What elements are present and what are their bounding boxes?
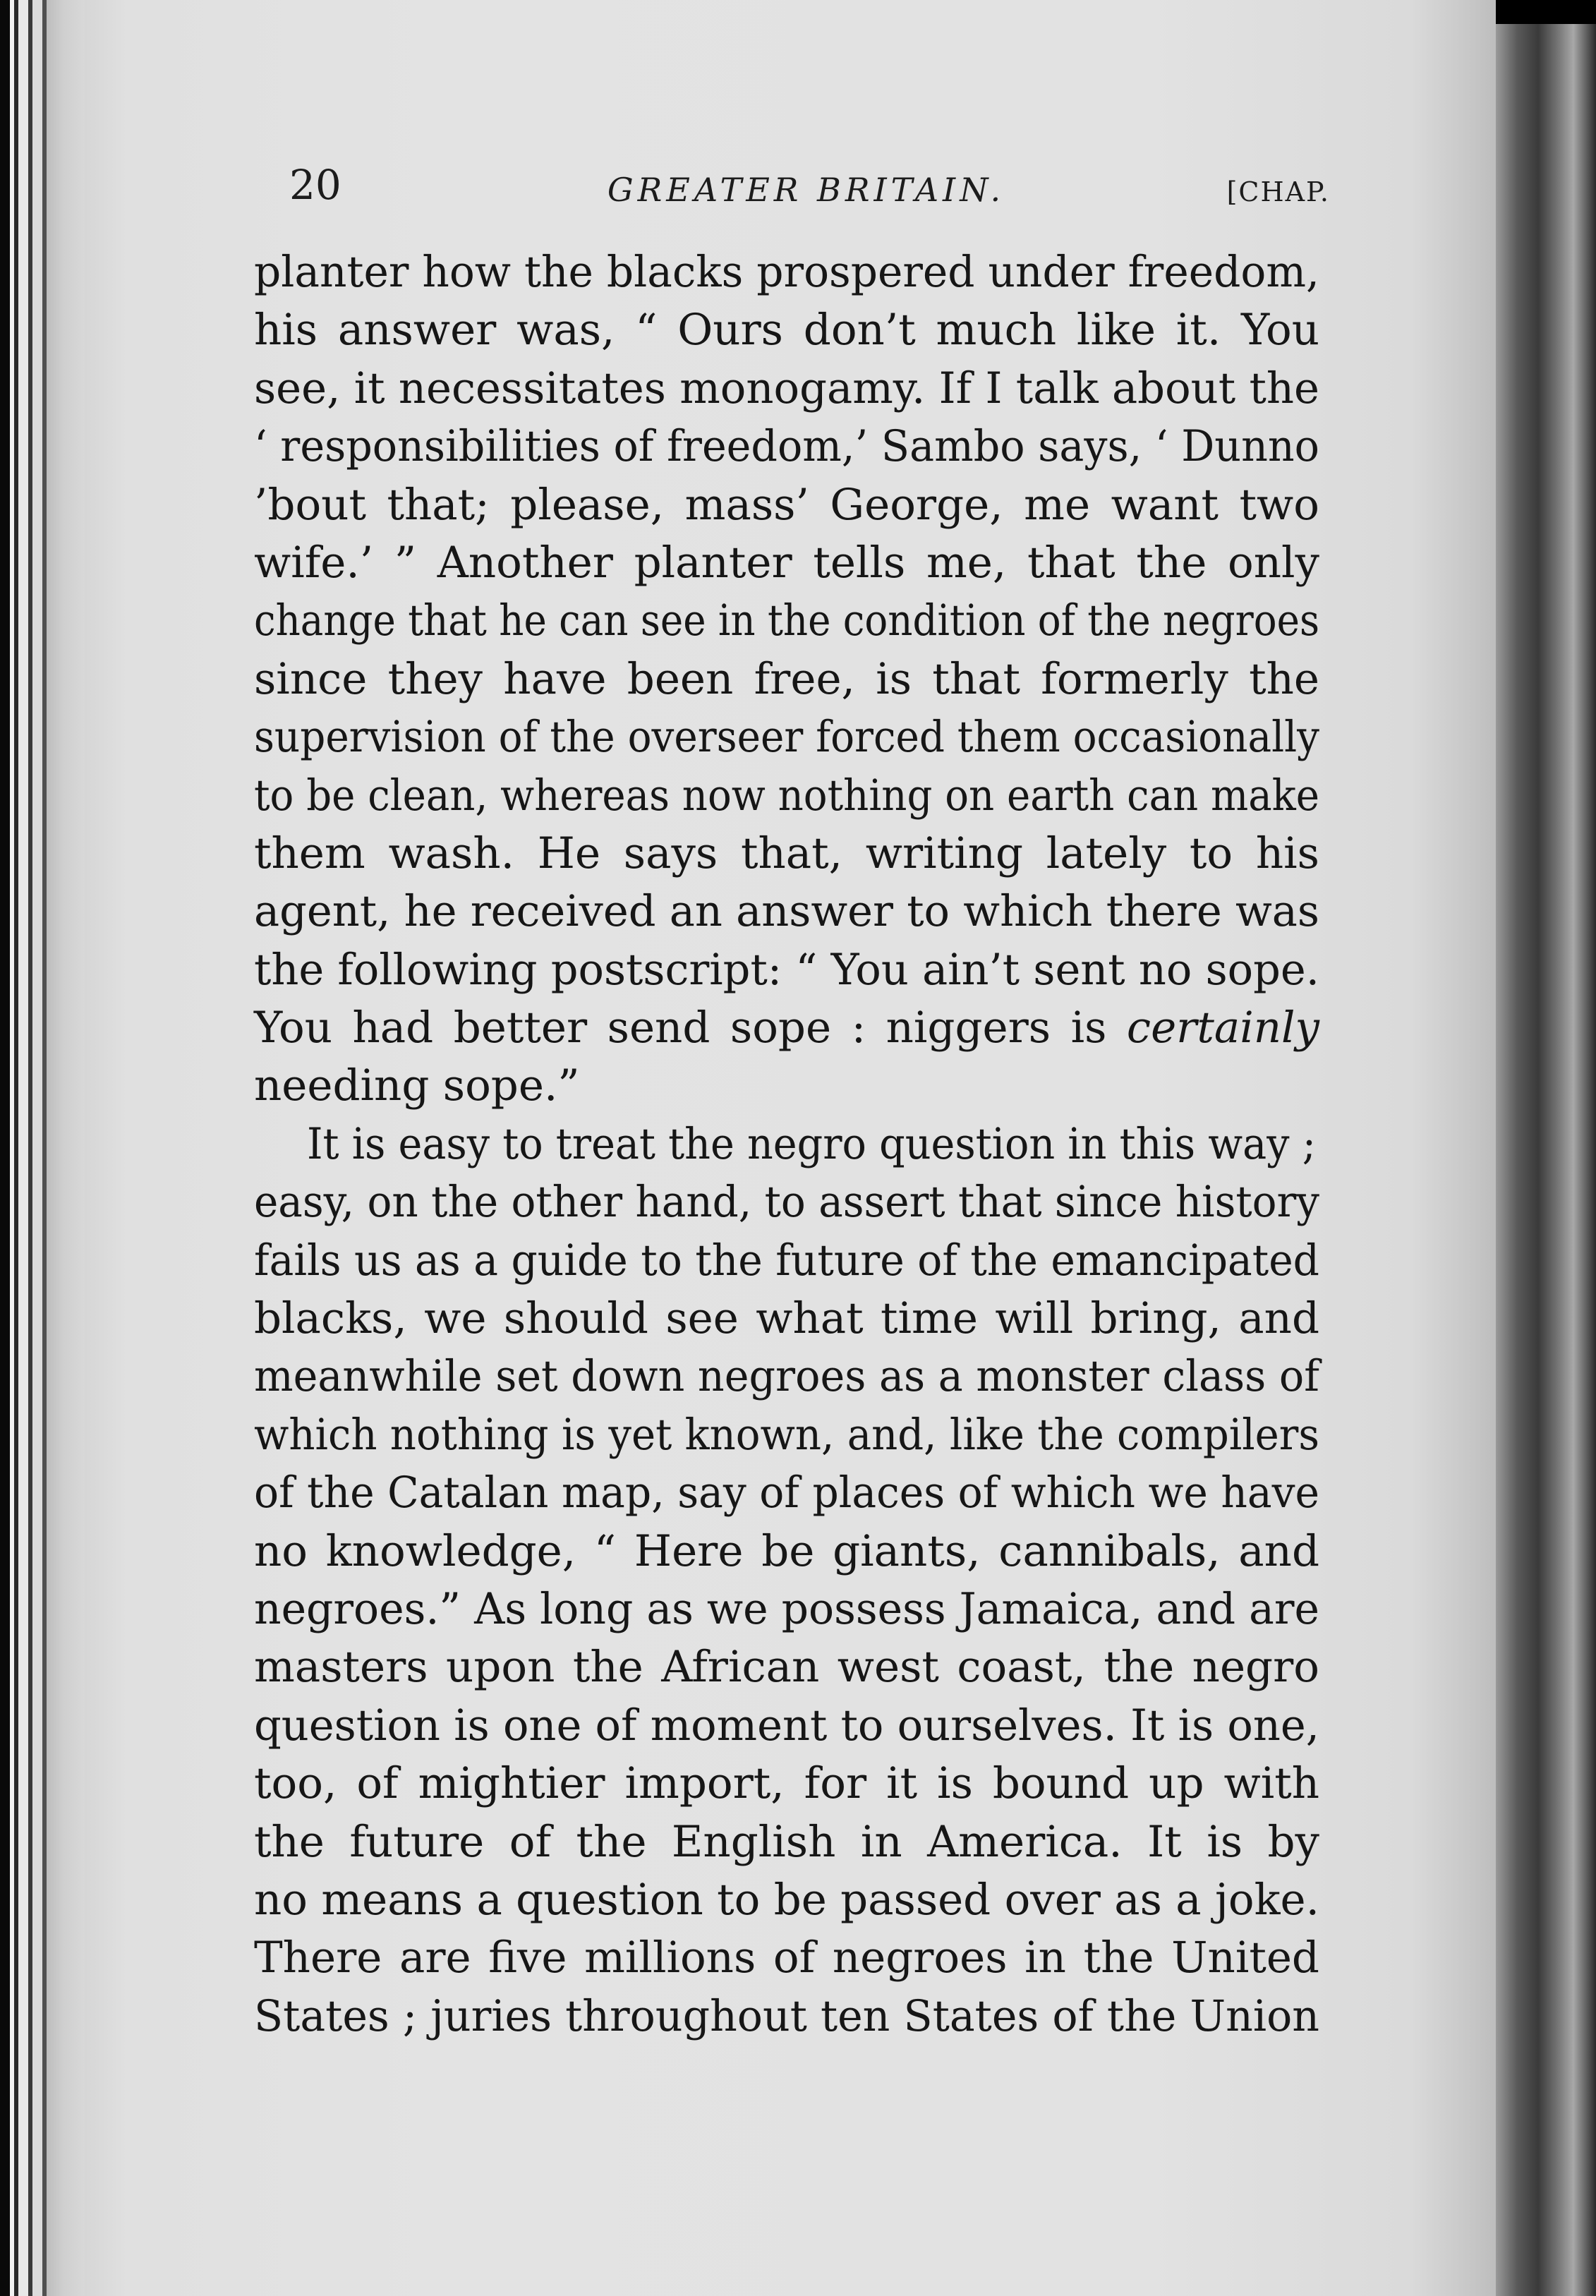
text-line-part: You had better send sope : niggers is	[254, 1003, 1107, 1053]
text-line: fails us as a guide to the future of the emancipated	[254, 1235, 1319, 1286]
text-line: States ; juries throughout ten States of the Union	[254, 1990, 1319, 2041]
body-text	[254, 243, 1319, 2046]
page-header	[282, 161, 1330, 224]
text-line: meanwhile set down negroes as a monster class of	[254, 1351, 1319, 1402]
book-binding-edge	[0, 0, 85, 2296]
text-line: blacks, we should see what time will bring, and	[254, 1293, 1319, 1344]
text-line: change that he can see in the condition of the negroes	[254, 596, 1319, 646]
chapter-marker: [CHAP.	[1226, 176, 1330, 207]
text-line: the following postscript: “ You ain’t sent no sope.	[254, 944, 1319, 995]
text-line: planter how the blacks prospered under freedom,	[254, 247, 1319, 297]
running-title: GREATER BRITAIN.	[607, 171, 1005, 209]
text-line: There are five millions of negroes in the United	[254, 1933, 1319, 1983]
text-line-with-italic	[254, 999, 1319, 1057]
text-line: supervision of the overseer forced them occasionally	[254, 712, 1319, 763]
text-line: masters upon the African west coast, the negro	[254, 1642, 1319, 1693]
text-line: easy, on the other hand, to assert that since history	[254, 1177, 1319, 1228]
paragraph-start-line: It is easy to treat the negro question in this way ;	[306, 1118, 1316, 1169]
text-line: ’bout that; please, mass’ George, me want two	[254, 479, 1319, 530]
text-line: too, of mightier import, for it is bound up with	[254, 1758, 1319, 1809]
text-line: of the Catalan map, say of places of which we have	[254, 1468, 1319, 1518]
page-right-edge	[1496, 0, 1596, 2296]
text-line: no means a question to be passed over as a joke.	[254, 1874, 1319, 1925]
paragraph-end-line: needing sope.”	[254, 1061, 580, 1111]
text-line: which nothing is yet known, and, like the compilers	[254, 1409, 1319, 1460]
text-line: them wash. He says that, writing lately to his	[254, 828, 1319, 878]
page-number: 20	[289, 161, 341, 209]
text-line: agent, he received an answer to which there was	[254, 886, 1319, 937]
text-line: his answer was, “ Ours don’t much like it. You	[254, 305, 1319, 356]
text-line: wife.’ ” Another planter tells me, that the only	[254, 537, 1319, 588]
text-line: ‘ responsibilities of freedom,’ Sambo says, ‘ Dunno	[254, 421, 1319, 472]
text-line: since they have been free, is that formerly the	[254, 653, 1319, 704]
text-line: question is one of moment to ourselves. It is one,	[254, 1700, 1319, 1751]
italic-word: certainly	[1126, 1003, 1319, 1053]
scan-corner	[1496, 0, 1596, 24]
text-line: negroes.” As long as we possess Jamaica, and are	[254, 1583, 1319, 1634]
text-line: see, it necessitates monogamy. If I talk about the	[254, 363, 1319, 413]
text-line: no knowledge, “ Here be giants, cannibals, and	[254, 1525, 1319, 1576]
text-line: the future of the English in America. It is by	[254, 1816, 1319, 1867]
text-line: to be clean, whereas now nothing on earth can make	[254, 770, 1319, 821]
